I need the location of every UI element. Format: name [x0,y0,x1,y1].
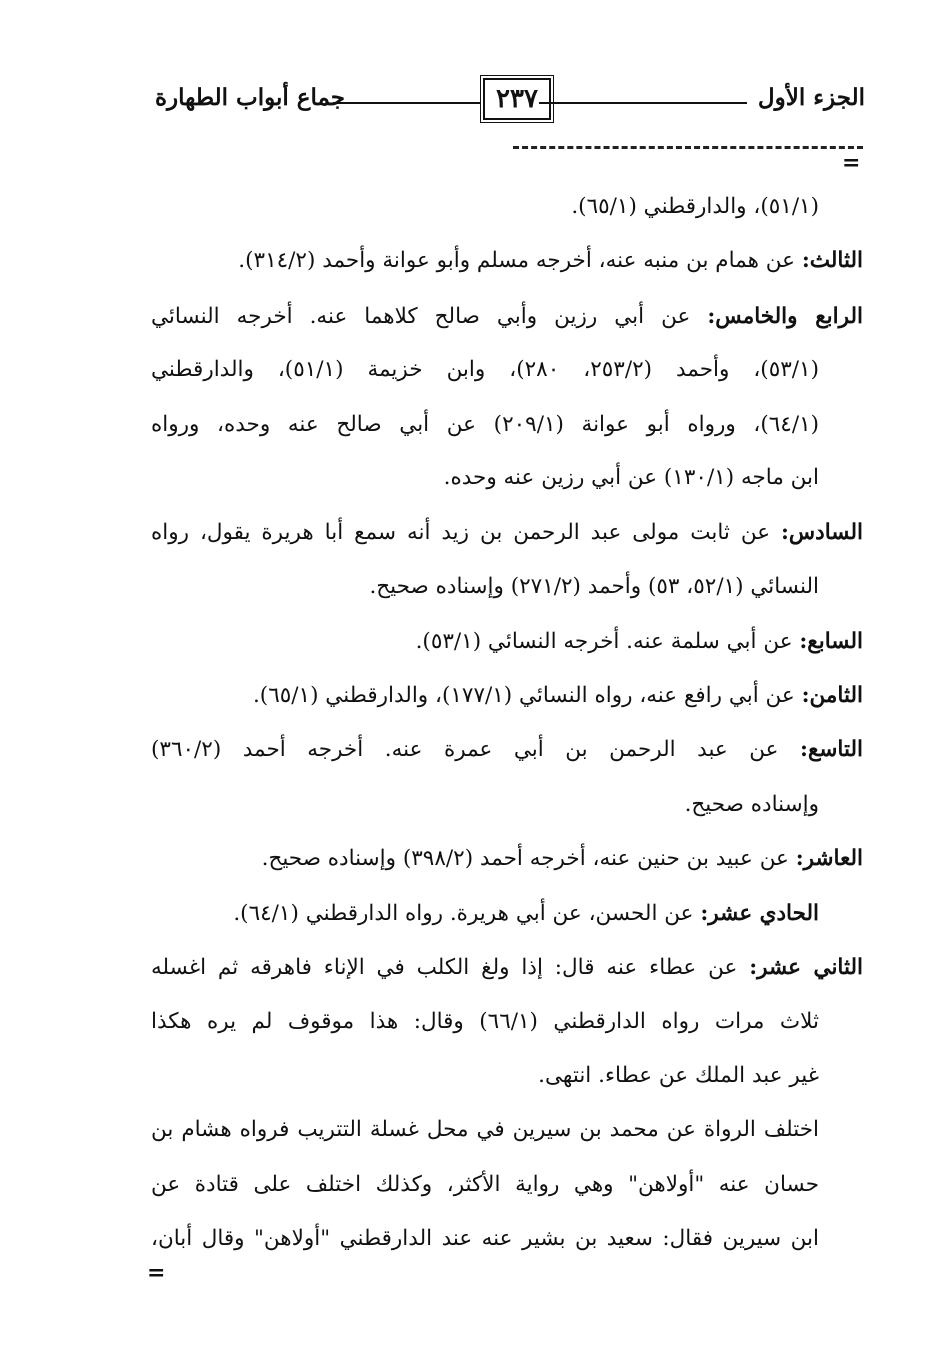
text-line: (٦٤/١)، ورواه أبو عوانة (٢٠٩/١) عن أبي صالح عنه وحده، ورواه [151,412,820,437]
text-line: الثالث: عن همام بن منبه عنه، أخرجه مسلم وأبو عوانة وأحمد (٣١٤/٢). [238,248,863,273]
volume-title: الجزء الأول [757,84,865,111]
header-rule-left [333,102,481,104]
text-line: التاسع: عن عبد الرحمن بن أبي عمرة عنه. أخرجه أحمد (٣٦٠/٢) [151,737,863,762]
text-line: الثامن: عن أبي رافع عنه، رواه النسائي (١٧٧/١)، والدارقطني (٦٥/١). [252,683,863,708]
header-rule-right [539,102,747,104]
text-line: وإسناده صحيح. [684,792,819,817]
narration-label: السابع: [799,629,863,654]
text-line: النسائي (٥٢/١، ٥٣) وأحمد (٢٧١/٢) وإسناده صحيح. [369,574,819,599]
narration-label: الثامن: [801,683,863,708]
narration-label: السادس: [780,520,863,545]
narration-label: الحادي عشر: [700,901,819,926]
footnote-separator [513,146,863,149]
text-line: حسان عنه "أولاهن" وهي رواية الأكثر، وكذلك اختلف على قتادة عن [151,1172,819,1197]
text-line: غير عبد الملك عن عطاء. انتهى. [538,1063,819,1088]
text-line: (٥٣/١)، وأحمد (٢٥٣/٢، ٢٨٠)، وابن خزيمة (٥١/١)، والدارقطني [151,357,819,382]
continuation-mark-bottom: = [147,1260,166,1286]
continuation-mark-top: = [842,150,861,176]
text-line: ثلاث مرات رواه الدارقطني (٦٦/١) وقال: هذا موقوف لم يره هكذا [151,1009,819,1034]
text-line: ابن ماجه (١٣٠/١) عن أبي رزين عنه وحده. [443,465,819,490]
chapter-title: جماع أبواب الطهارة [155,84,346,111]
narration-label: التاسع: [800,737,863,762]
narration-label: العاشر: [795,846,863,871]
text-line: الرابع والخامس: عن أبي رزين وأبي صالح كلاهما عنه. أخرجه النسائي [151,304,863,329]
narration-label: الثاني عشر: [749,955,863,980]
narration-label: الرابع والخامس: [707,304,863,329]
page-number: ٢٣٧ [483,78,551,120]
text-line: السابع: عن أبي سلمة عنه. أخرجه النسائي (٥٣/١). [415,629,863,654]
text-line: العاشر: عن عبيد بن حنين عنه، أخرجه أحمد (٣٩٨/٢) وإسناده صحيح. [261,846,863,871]
text-line: ابن سيرين فقال: سعيد بن بشير عنه عند الدارقطني "أولاهن" وقال أبان، [151,1226,819,1251]
page-header [155,78,865,124]
text-line: الحادي عشر: عن الحسن، عن أبي هريرة. رواه الدارقطني (٦٤/١). [233,901,819,926]
text-line: اختلف الرواة عن محمد بن سيرين في محل غسلة التتريب فرواه هشام بن [151,1117,819,1142]
text-line: الثاني عشر: عن عطاء عنه قال: إذا ولغ الكلب في الإناء فاهرقه ثم اغسله [151,955,863,980]
text-line: السادس: عن ثابت مولى عبد الرحمن بن زيد أنه سمع أبا هريرة يقول، رواه [151,520,863,545]
narration-label: الثالث: [801,248,863,273]
text-line: (٥١/١)، والدارقطني (٦٥/١). [571,194,819,219]
